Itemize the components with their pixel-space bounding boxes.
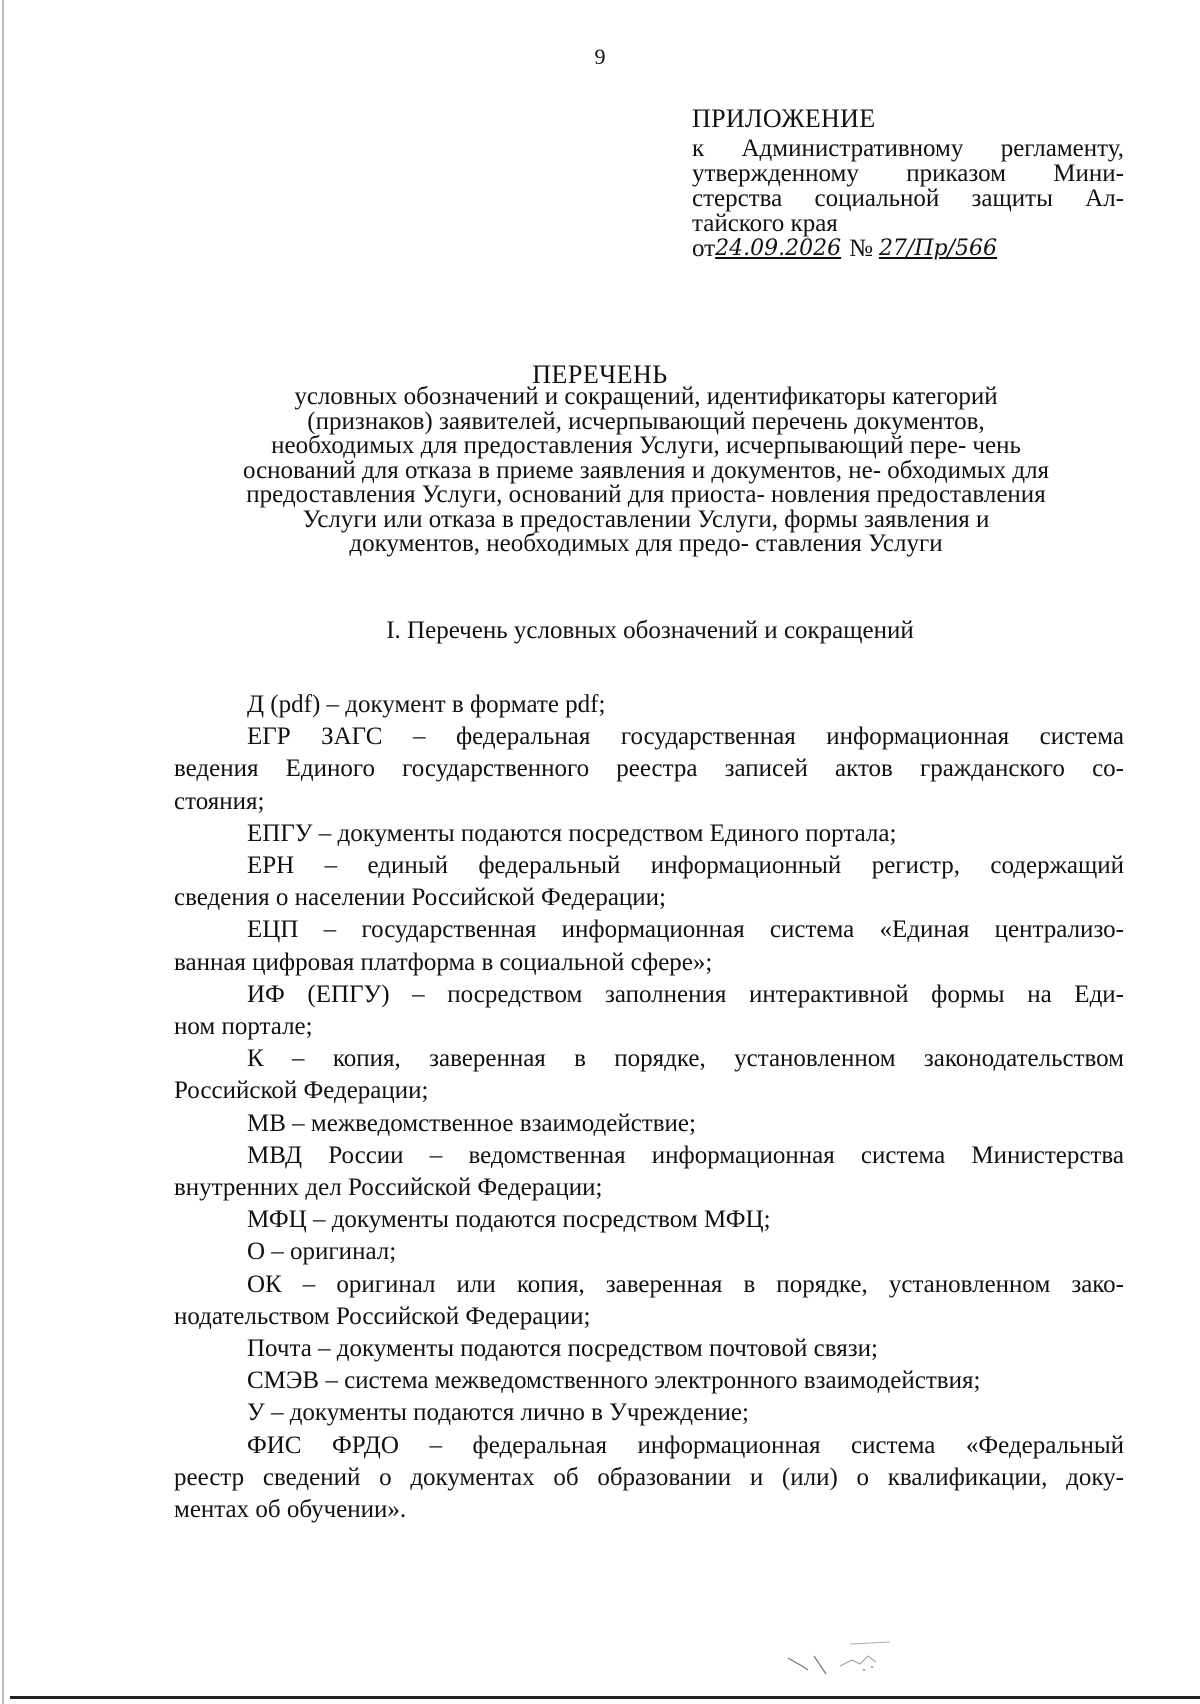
list-item-line: ФИС ФРДО – федеральная информационная система «Федеральный: [247, 1431, 1124, 1459]
list-item-line: ведения Единого государственного реестра записей актов гражданского со-: [174, 755, 1124, 783]
list-item-line: Почта – документы подаются посредством почтовой связи;: [247, 1335, 878, 1363]
appendix-signature-line: [692, 236, 1124, 261]
appendix-line-3: стерства социальной защиты Ал-: [692, 185, 1124, 212]
list-item: [174, 914, 1124, 978]
list-item-line: У – документы подаются лично в Учреждение;: [247, 1399, 749, 1427]
list-item-line: стояния;: [174, 787, 265, 815]
appendix-line-1: к Административному регламенту,: [692, 135, 1124, 162]
list-item-line: ЕПГУ – документы подаются посредством Единого портала;: [247, 819, 897, 847]
list-item: [174, 1043, 1124, 1107]
list-item-line: О – оригинал;: [247, 1238, 397, 1266]
list-item: [174, 1269, 1124, 1333]
document-subtitle: условных обозначений и сокращений, идентификаторы категорий (признаков) заявителей, исчерпывающий перечень документов, необходимых для предоставления Услуги, исчерпывающий пере- чень оснований для отказа в приеме заявления и документов, не- обходимых для предоставления Услуги, оснований для приоста- новления предоставления Услуги или отказа в предоставлении Услуги, формы заявления и документов, необходимых для предо- ставления Услуги: [242, 383, 1050, 557]
list-item: [174, 1140, 1124, 1204]
list-item-line: Российской Федерации;: [174, 1077, 429, 1105]
list-item: [174, 1333, 1124, 1365]
list-item-line: ЕРН – единый федеральный информационный регистр, содержащий: [247, 852, 1124, 880]
abbreviation-list: [174, 689, 1124, 1526]
list-item-line: ментах об обучении».: [174, 1496, 407, 1524]
list-item-line: нодательством Российской Федерации;: [174, 1302, 591, 1330]
list-item: [174, 850, 1124, 914]
list-item-line: реестр сведений о документах об образовании и (или) о квалификации, доку-: [174, 1463, 1124, 1491]
list-item: [174, 689, 1124, 721]
list-item-line: МВД России – ведомственная информационная система Министерства: [247, 1141, 1124, 1169]
list-item: [174, 1204, 1124, 1236]
list-item: [174, 721, 1124, 818]
list-item-line: ЕЦП – государственная информационная система «Единая централизо-: [247, 916, 1124, 944]
bottom-rule: [10, 1696, 1200, 1699]
list-item-line: ном портале;: [174, 1013, 313, 1041]
document-title: ПЕРЕЧЕНЬ: [532, 360, 668, 389]
list-item: [174, 818, 1124, 850]
number-prefix: №: [849, 235, 873, 262]
appendix-block: [692, 106, 1124, 261]
list-item-line: К – копия, заверенная в порядке, установленном законодательством: [247, 1045, 1124, 1073]
date-prefix: от: [692, 235, 716, 262]
appendix-title: ПРИЛОЖЕНИЕ: [692, 104, 876, 133]
list-item-line: сведения о населении Российской Федерации;: [174, 884, 666, 912]
list-item-line: ИФ (ЕПГУ) – посредством заполнения интерактивной формы на Еди-: [247, 980, 1124, 1008]
list-item: [174, 1236, 1124, 1268]
list-item: [174, 1397, 1124, 1429]
list-item-line: Д (pdf) – документ в формате pdf;: [247, 691, 606, 718]
list-item-line: внутренних дел Российской Федерации;: [174, 1174, 603, 1202]
scan-mark-icon: [780, 1636, 920, 1680]
appendix-line-2: утвержденному приказом Мини-: [692, 160, 1124, 187]
handwritten-date: 24.09.2026: [715, 236, 842, 261]
scan-left-edge: [2, 0, 4, 1704]
list-item: [174, 979, 1124, 1043]
list-item-line: СМЭВ – система межведомственного электронного взаимодействия;: [247, 1367, 981, 1395]
list-item-line: ЕГР ЗАГС – федеральная государственная информационная система: [247, 723, 1124, 751]
list-item: [174, 1430, 1124, 1527]
page-number: 9: [594, 44, 606, 69]
section-title: I. Перечень условных обозначений и сокращений: [386, 617, 914, 644]
list-item-line: ванная цифровая платформа в социальной сфере»;: [174, 948, 713, 976]
list-item-line: ОК – оригинал или копия, заверенная в порядке, установленном зако-: [247, 1270, 1124, 1298]
handwritten-number: 27/Пр/566: [878, 236, 998, 261]
list-item-line: МФЦ – документы подаются посредством МФЦ;: [247, 1206, 771, 1234]
list-item: [174, 1108, 1124, 1140]
list-item-line: МВ – межведомственное взаимодействие;: [247, 1109, 696, 1137]
list-item: [174, 1365, 1124, 1397]
appendix-line-4: тайского края: [692, 210, 838, 237]
